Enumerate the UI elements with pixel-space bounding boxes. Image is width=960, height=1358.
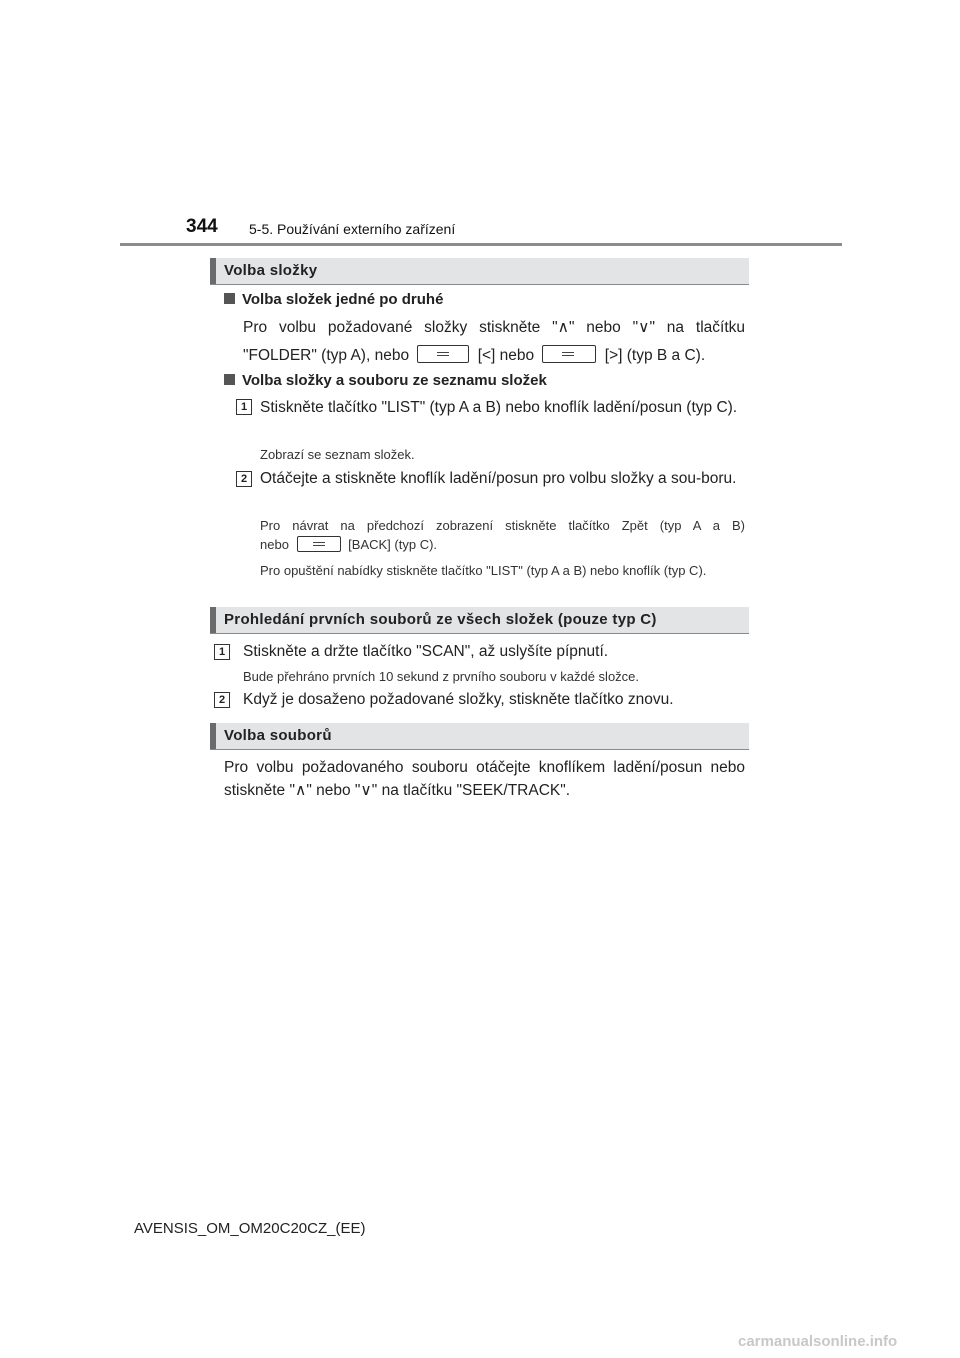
next-key-icon	[542, 345, 596, 363]
section-heading-scan: Prohledání prvních souborů ze všech složek (pouze typ C)	[210, 607, 749, 634]
section-heading-folder-select: Volba složky	[210, 258, 749, 285]
step-number-2: 2	[236, 471, 252, 487]
scan-step-2-text: Když je dosaženo požadované složky, stiskněte tlačítko znovu.	[243, 691, 674, 708]
scan-step-1-note: Bude přehráno prvních 10 sekund z prvního souboru v každé složce.	[243, 669, 640, 684]
watermark: carmanualsonline.info	[738, 1333, 898, 1350]
scan-step-1-text: Stiskněte a držte tlačítko "SCAN", až uslyšíte pípnutí.	[243, 643, 609, 660]
step-number-1: 1	[236, 399, 252, 415]
back-key-icon	[297, 536, 341, 552]
step-number-1: 1	[214, 644, 230, 660]
file-select-text: Pro volbu požadovaného souboru otáčejte knoflíkem ladění/posun nebo stiskněte "∧" nebo "∨" na tlačítku "SEEK/TRACK".	[224, 759, 745, 799]
section-title: 5-5. Používání externího zařízení	[249, 221, 456, 237]
header-divider	[120, 243, 842, 246]
step-2-note-exit: Pro opuštění nabídky stiskněte tlačítko "LIST" (typ A a B) nebo knoflík (typ C).	[260, 563, 707, 578]
step-2-note-back: Pro návrat na předchozí zobrazení stiskněte tlačítko Zpět (typ A a B) nebo [BACK] (typ C).	[260, 518, 745, 552]
square-bullet-icon	[224, 374, 235, 385]
step-1-note: Zobrazí se seznam složek.	[260, 447, 415, 462]
subheading-folder-from-list: Volba složky a souboru ze seznamu složek	[224, 372, 547, 389]
page-number: 344	[186, 216, 218, 237]
step-2-text: Otáčejte a stiskněte knoflík ladění/posun pro volbu složky a sou-boru.	[260, 470, 737, 487]
subheading-folder-one-by-one: Volba složek jedné po druhé	[224, 291, 443, 308]
step-number-2: 2	[214, 692, 230, 708]
step-1-text: Stiskněte tlačítko "LIST" (typ A a B) nebo knoflík ladění/posun (typ C).	[260, 399, 738, 416]
paragraph-folder-one-by-one: Pro volbu požadované složky stiskněte "∧" nebo "∨" na tlačítku "FOLDER" (typ A), nebo [<] nebo [>] (typ B a C).	[243, 319, 745, 364]
section-heading-file-select: Volba souborů	[210, 723, 749, 750]
square-bullet-icon	[224, 293, 235, 304]
prev-key-icon	[417, 345, 469, 363]
footer-doc-code: AVENSIS_OM_OM20C20CZ_(EE)	[134, 1220, 366, 1237]
